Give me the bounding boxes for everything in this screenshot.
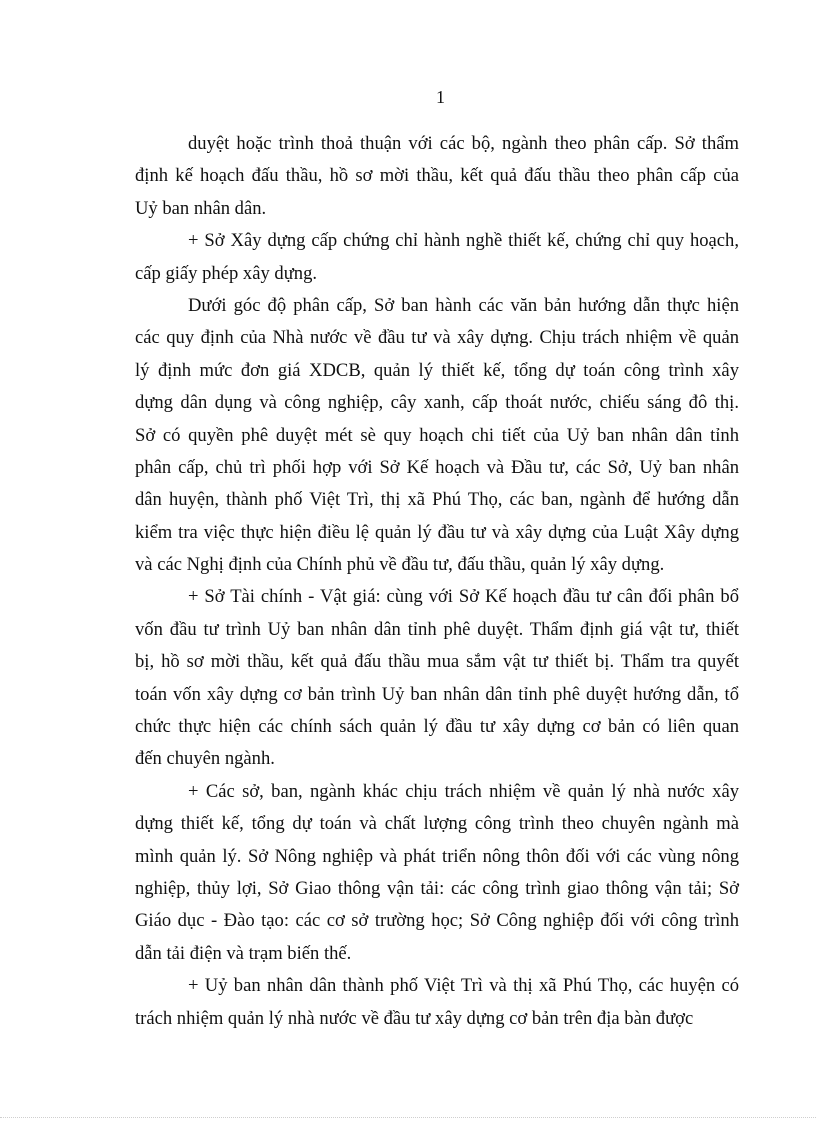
- page-number: 1: [436, 87, 445, 107]
- text-line: định kế hoạch đấu thầu, hồ sơ mời thầu, kết quả đấu thầu theo phân cấp của: [135, 165, 739, 187]
- text-line: đến chuyên ngành.: [135, 748, 275, 770]
- text-line: Uỷ ban nhân dân.: [135, 197, 267, 219]
- text-line: dân huyện, thành phố Việt Trì, thị xã Phú Thọ, các ban, ngành để hướng dẫn: [135, 489, 739, 511]
- text-line: trách nhiệm quản lý nhà nước về đầu tư xây dựng cơ bản trên địa bàn được: [135, 1007, 694, 1029]
- text-line: bị, hồ sơ mời thầu, kết quả đấu thầu mua sắm vật tư thiết bị. Thẩm tra quyết: [135, 651, 739, 673]
- text-line: Dưới góc độ phân cấp, Sở ban hành các văn bản hướng dẫn thực hiện: [188, 294, 739, 316]
- text-line: toán vốn xây dựng cơ bản trình Uỷ ban nhân dân tỉnh phê duyệt hướng dẫn, tổ: [135, 683, 739, 705]
- text-line: lý định mức đơn giá XDCB, quản lý thiết kế, tổng dự toán công trình xây: [135, 359, 739, 381]
- page-bottom-divider: [0, 1117, 816, 1118]
- text-line: và các Nghị định của Chính phủ về đầu tư, đấu thầu, quản lý xây dựng.: [135, 554, 665, 576]
- text-line: Giáo dục - Đào tạo: các cơ sở trường học; Sở Công nghiệp đối với công trình: [135, 910, 739, 932]
- text-line: chức thực hiện các chính sách quản lý đầu tư xây dựng cơ bản có liên quan: [135, 716, 739, 738]
- text-line: + Uỷ ban nhân dân thành phố Việt Trì và thị xã Phú Thọ, các huyện có: [188, 975, 739, 997]
- text-line: mình quản lý. Sở Nông nghiệp và phát triển nông thôn đối với các vùng nông: [135, 845, 739, 867]
- text-line: dẫn tải điện và trạm biến thế.: [135, 942, 352, 964]
- text-line: dựng dân dụng và công nghiệp, cây xanh, cấp thoát nước, chiếu sáng đô thị.: [135, 392, 739, 414]
- text-line: kiểm tra việc thực hiện điều lệ quản lý đầu tư và xây dựng của Luật Xây dựng: [135, 521, 739, 543]
- text-line: nghiệp, thủy lợi, Sở Giao thông vận tải: các công trình giao thông vận tải; Sở: [135, 877, 739, 899]
- text-line: + Sở Xây dựng cấp chứng chỉ hành nghề thiết kế, chứng chỉ quy hoạch,: [188, 230, 739, 252]
- body-text: [135, 128, 739, 1035]
- text-line: vốn đầu tư trình Uỷ ban nhân dân tỉnh phê duyệt. Thẩm định giá vật tư, thiết: [135, 618, 739, 640]
- text-line: + Các sở, ban, ngành khác chịu trách nhiệm về quản lý nhà nước xây: [188, 780, 739, 802]
- text-line: phân cấp, chủ trì phối hợp với Sở Kế hoạch và Đầu tư, các Sở, Uỷ ban nhân: [135, 456, 739, 478]
- text-line: dựng thiết kế, tổng dự toán và chất lượng công trình theo chuyên ngành mà: [135, 813, 739, 835]
- text-line: + Sở Tài chính - Vật giá: cùng với Sở Kế hoạch đầu tư cân đối phân bổ: [188, 586, 739, 608]
- text-line: Sở có quyền phê duyệt mét sè quy hoạch chi tiết của Uỷ ban nhân dân tỉnh: [135, 424, 739, 446]
- text-line: duyệt hoặc trình thoả thuận với các bộ, ngành theo phân cấp. Sở thẩm: [188, 133, 739, 154]
- text-line: các quy định của Nhà nước về đầu tư và xây dựng. Chịu trách nhiệm về quản: [135, 327, 739, 349]
- text-line: cấp giấy phép xây dựng.: [135, 262, 318, 284]
